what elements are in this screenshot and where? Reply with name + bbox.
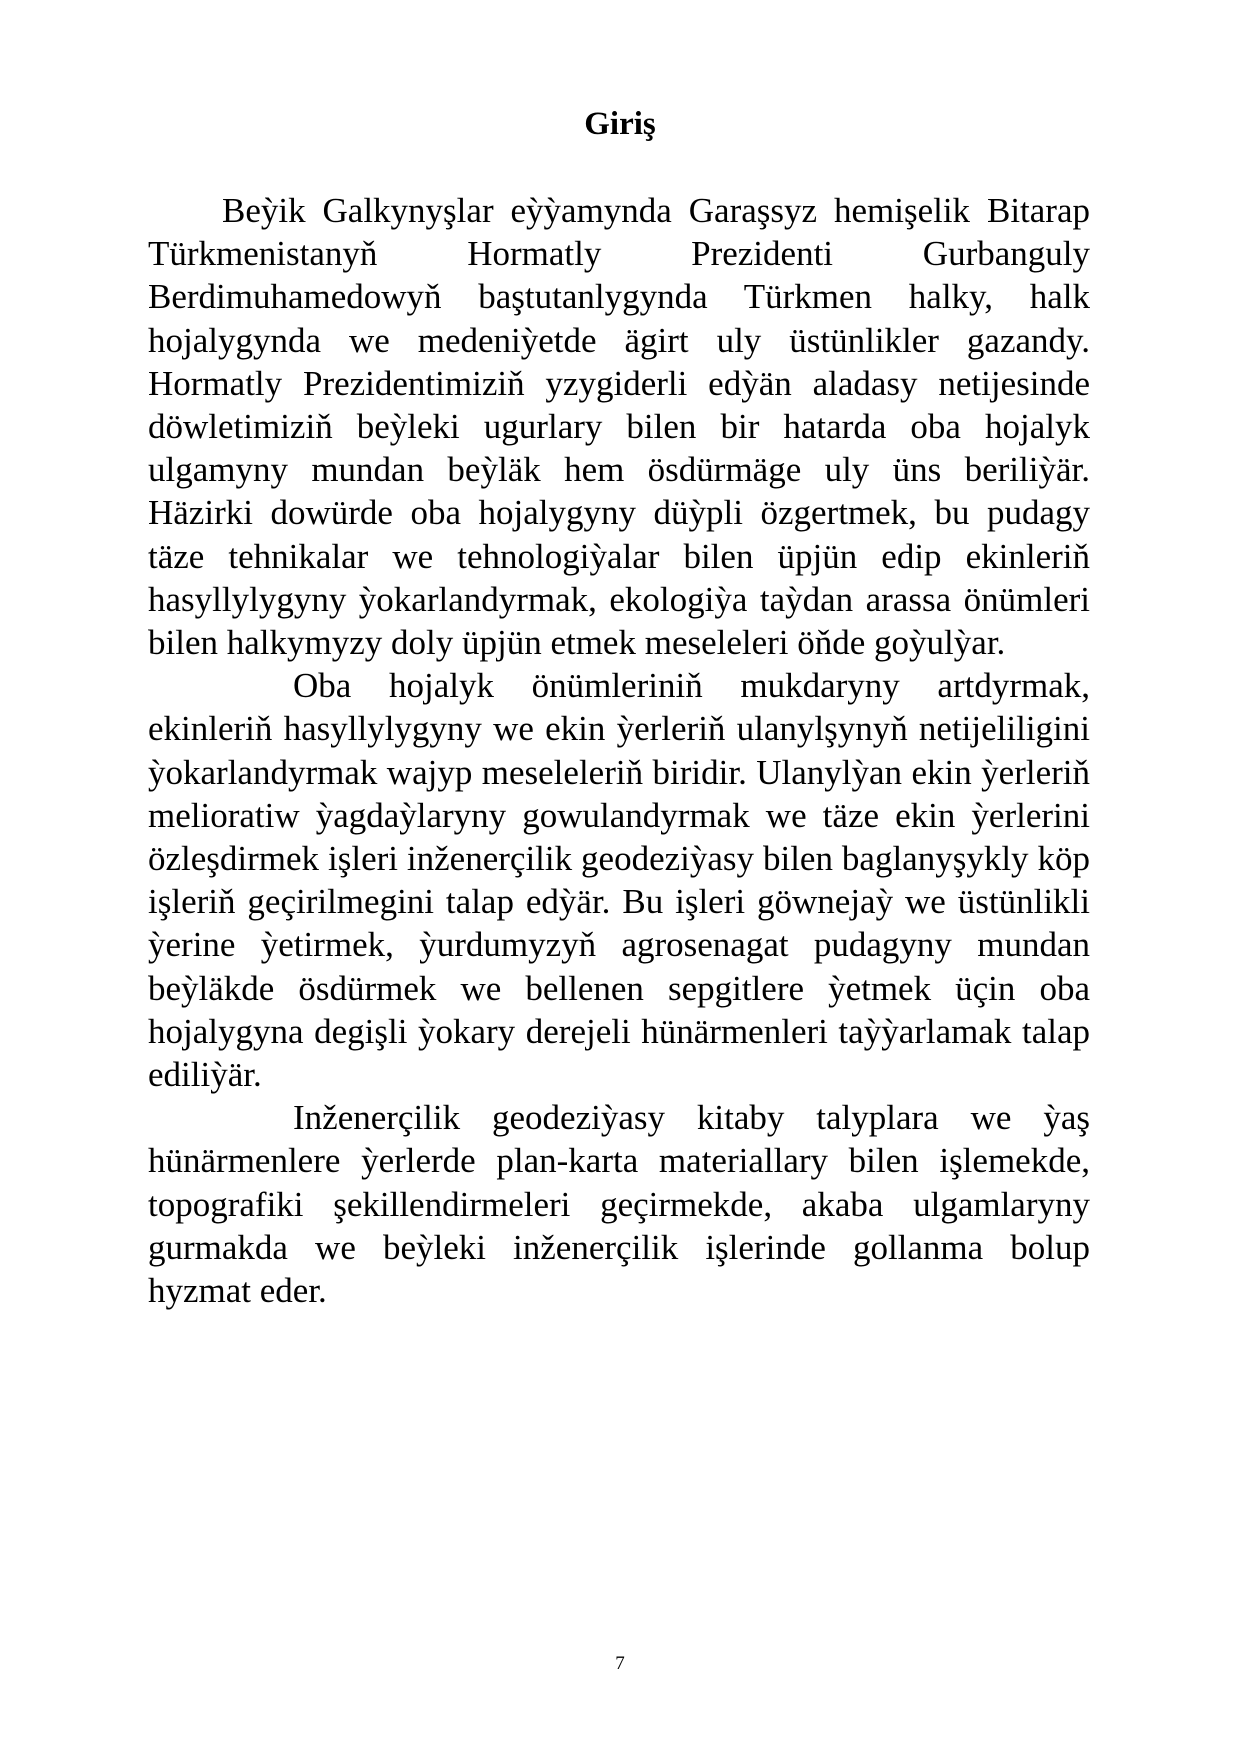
- body-text: [148, 189, 1090, 1312]
- page-title: Giriş: [584, 106, 656, 142]
- page-number: 7: [615, 1653, 625, 1674]
- paragraph-3: Inženerçilik geodeziỳasy kitaby talyplara we ỳaş hünärmenlere ỳerlerde plan-karta materiallary bilen işlemekde, topografiki şekillendirmeleri geçirmekde, akaba ulgamlaryny gurmakda we beỳleki inženerçilik işlerinde gollanma bolup hyzmat eder.: [148, 1098, 1090, 1311]
- paragraph-1: Beỳik Galkynyşlar eỳỳamynda Garaşsyz hemişelik Bitarap Türkmenistanyň Hormatly Prezidenti Gurbanguly Berdimuhamedowyň baştutanlygynda Türkmen halky, halk hojalygynda we medeniỳetde ägirt uly üstünlikler gazandy. Hormatly Prezidentimiziň yzygiderli edỳän aladasy netijesinde döwletimiziň beỳleki ugurlary bilen bir hatarda oba hojalyk ulgamyny mundan beỳläk hem ösdürmäge uly üns beriliỳär. Häzirki dowürde oba hojalygyny düỳpli özgertmek, bu pudagy täze tehnikalar we tehnologiỳalar bilen üpjün edip ekinleriň hasyllylygyny ỳokarlandyrmak, ekologiỳa taỳdan arassa önümleri bilen halkymyzy doly üpjün etmek meseleleri öňde goỳulỳar.: [148, 191, 1090, 663]
- paragraph-2: Oba hojalyk önümleriniň mukdaryny artdyrmak, ekinleriň hasyllylygyny we ekin ỳerleriň ulanylşynyň netijeliligini ỳokarlandyrmak wajyp meseleleriň biridir. Ulanylỳan ekin ỳerleriň melioratiw ỳagdaỳlaryny gowulandyrmak we täze ekin ỳerlerini özleşdirmek işleri inženerçilik geodeziỳasy bilen baglanyşykly köp işleriň geçirilmegini talap edỳär. Bu işleri göwnejaỳ we üstünlikli ỳerine ỳetirmek, ỳurdumyzyň agrosenagat pudagyny mundan beỳläkde ösdürmek we bellenen sepgitlere ỳetmek üçin oba hojalygyna degişli ỳokary derejeli hünärmenleri taỳỳarlamak talap ediliỳär.: [148, 666, 1090, 1095]
